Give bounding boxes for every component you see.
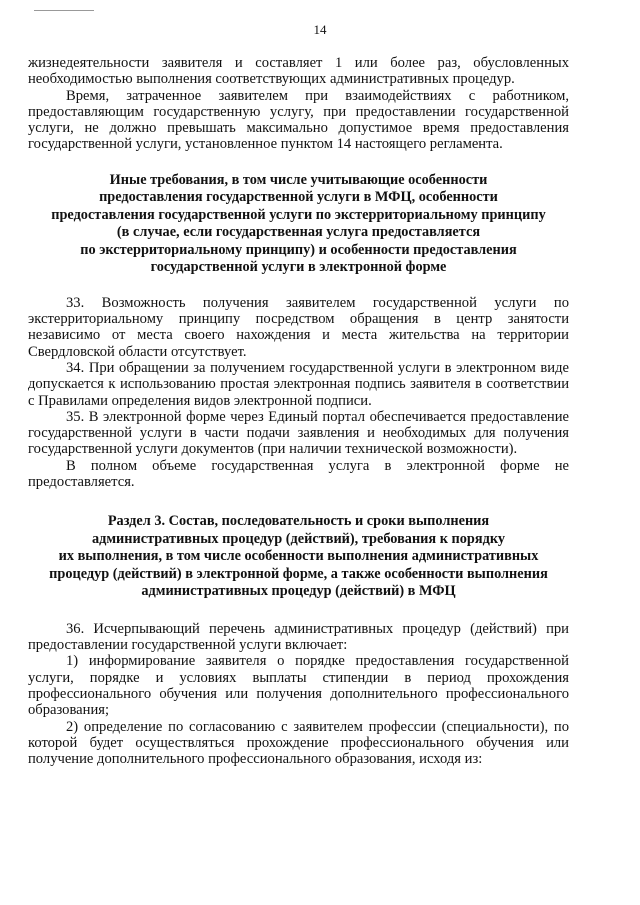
scan-artifact <box>34 10 94 11</box>
paragraph-36: 36. Исчерпывающий перечень административных процедур (действий) при предоставлении государственной услуги включает: <box>28 620 569 654</box>
heading-line: предоставления государственной услуги по экстерриториальному принципу <box>51 206 546 223</box>
heading-line: административных процедур (действий) в МФЦ <box>141 583 456 600</box>
paragraph-full-volume: В полном объеме государственная услуга в электронной форме не предоставляется. <box>28 457 569 491</box>
heading-line: государственной услуги в электронной форме <box>150 259 447 276</box>
list-item-2: 2) определение по согласованию с заявителем профессии (специальности), по которой будет осуществляться прохождение профессионального обучения или получение дополнительного профессионального образования, исходя из: <box>28 718 569 768</box>
section-heading-part-3 <box>28 513 569 601</box>
heading-line: по экстерриториальному принципу) и особенности предоставления <box>80 241 517 258</box>
heading-line: процедур (действий) в электронной форме, а также особенности выполнения <box>49 565 548 582</box>
paragraph-continuation: жизнедеятельности заявителя и составляет 1 или более раз, обусловленных необходимостью выполнения соответствующих административных процедур. <box>28 55 569 88</box>
list-item-1: 1) информирование заявителя о порядке предоставления государственной услуги, порядке и условиях выплаты стипендии в период прохождения профессионального обучения или получения дополнительного профессионального образования; <box>28 653 569 719</box>
document-body <box>28 55 569 768</box>
heading-line: административных процедур (действий), требования к порядку <box>91 530 506 547</box>
paragraph-time-limit: Время, затраченное заявителем при взаимодействиях с работником, предоставляющим государственную услугу, при предоставлении государственной услуги, не должно превышать максимально допустимое время предоставления государственной услуги, установленное пунктом 14 настоящего регламента. <box>28 87 569 153</box>
heading-line: Иные требования, в том числе учитывающие особенности <box>109 171 488 188</box>
paragraph-33: 33. Возможность получения заявителем государственной услуги по экстерриториальному принципу посредством обращения в центр занятости независимо от места своего нахождения и места жительства на территории Свердловской области отсутствует. <box>28 294 569 360</box>
heading-line: их выполнения, в том числе особенности выполнения административных <box>58 548 539 565</box>
paragraph-35: 35. В электронной форме через Единый портал обеспечивается предоставление государственной услуги в части подачи заявления и необходимых для получения государственной услуги документов (при наличии технической возможности). <box>28 408 569 458</box>
heading-line: Раздел 3. Состав, последовательность и сроки выполнения <box>107 513 490 530</box>
paragraph-34: 34. При обращении за получением государственной услуги в электронном виде допускается к использованию простая электронная подпись заявителя в соответствии с Правилами определения видов электронной подписи. <box>28 359 569 409</box>
section-heading-other-requirements <box>28 172 569 277</box>
heading-line: предоставления государственной услуги в МФЦ, особенности <box>99 189 498 206</box>
heading-line: (в случае, если государственная услуга предоставляется <box>116 224 481 241</box>
page-number: 14 <box>313 22 327 37</box>
